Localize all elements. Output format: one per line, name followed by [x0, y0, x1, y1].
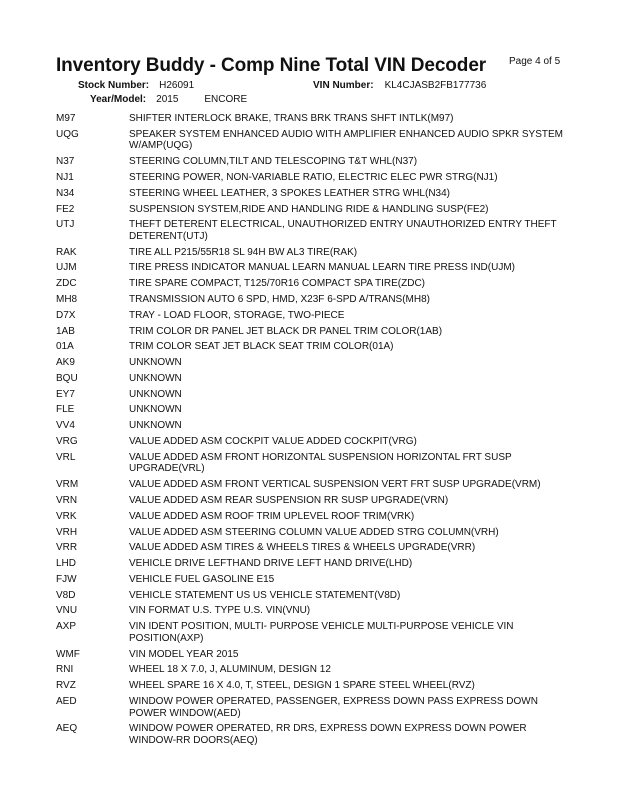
option-description: TRIM COLOR SEAT JET BLACK SEAT TRIM COLOR(01A): [129, 341, 394, 353]
option-row: [56, 495, 566, 507]
option-code: RAK: [56, 246, 77, 258]
option-code: AEQ: [56, 723, 78, 735]
option-code: VRL: [56, 451, 76, 463]
option-description: WHEEL SPARE 16 X 4.0, T, STEEL, DESIGN 1 SPARE STEEL WHEEL(RVZ): [129, 680, 475, 692]
option-row: [56, 310, 566, 322]
option-code: N37: [56, 156, 75, 168]
option-code: 01A: [56, 341, 74, 353]
option-code: 1AB: [56, 325, 75, 337]
option-description: WHEEL 18 X 7.0, J, ALUMINUM, DESIGN 12: [129, 664, 331, 676]
option-row: [56, 188, 566, 200]
option-code: FJW: [56, 573, 77, 585]
option-code: VRH: [56, 526, 78, 538]
option-description: WINDOW POWER OPERATED, PASSENGER, EXPRESS DOWN PASS EXPRESS DOWN POWER WINDOW(AED): [129, 695, 538, 719]
option-row: [56, 527, 566, 539]
option-row: [56, 404, 566, 416]
option-row: [56, 262, 566, 274]
option-description: TRAY - LOAD FLOOR, STORAGE, TWO-PIECE: [129, 309, 345, 321]
option-code: VNU: [56, 605, 78, 617]
option-code: UTJ: [56, 219, 75, 231]
option-description: THEFT DETERENT ELECTRICAL, UNAUTHORIZED ENTRY UNAUTHORIZED ENTRY THEFT DETERENT(UTJ): [129, 219, 557, 242]
option-row: [56, 373, 566, 385]
option-description: STEERING WHEEL LEATHER, 3 SPOKES LEATHER STRG WHL(N34): [129, 187, 450, 199]
option-description: VIN MODEL YEAR 2015: [129, 648, 239, 660]
option-row: [56, 542, 566, 554]
option-code: FE2: [56, 203, 75, 215]
option-code: VRG: [56, 436, 78, 448]
option-description: VEHICLE DRIVE LEFTHAND DRIVE LEFT HAND DRIVE(LHD): [129, 558, 413, 570]
option-description: VALUE ADDED ASM REAR SUSPENSION RR SUSP UPGRADE(VRN): [129, 494, 449, 506]
option-code: ZDC: [56, 278, 77, 290]
option-row: [56, 294, 566, 306]
option-row: [56, 129, 566, 152]
option-description: VALUE ADDED ASM COCKPIT VALUE ADDED COCKPIT(VRG): [129, 436, 417, 448]
option-code: WMF: [56, 648, 80, 660]
page-number: Page 4 of 5: [509, 56, 561, 67]
option-row: [56, 278, 566, 290]
stock-number: [78, 80, 194, 91]
year-model: [90, 94, 247, 105]
option-description: VALUE ADDED ASM FRONT VERTICAL SUSPENSION VERT FRT SUSP UPGRADE(VRM): [129, 479, 541, 491]
option-code: VRM: [56, 479, 79, 491]
option-row: [56, 574, 566, 586]
option-description: VALUE ADDED ASM ROOF TRIM UPLEVEL ROOF TRIM(VRK): [129, 510, 415, 522]
option-description: VEHICLE STATEMENT US US VEHICLE STATEMENT(V8D): [129, 589, 401, 601]
option-row: [56, 436, 566, 448]
option-code: RVZ: [56, 680, 76, 692]
option-code: UQG: [56, 128, 79, 140]
option-row: [56, 204, 566, 216]
option-code: N34: [56, 187, 75, 199]
option-code: D7X: [56, 309, 76, 321]
option-row: [56, 172, 566, 184]
stock-number-value: H26091: [159, 80, 195, 91]
option-row: [56, 590, 566, 602]
option-description: VALUE ADDED ASM STEERING COLUMN VALUE ADDED STRG COLUMN(VRH): [129, 526, 499, 538]
option-description: TIRE ALL P215/55R18 SL 94H BW AL3 TIRE(RAK): [129, 246, 358, 258]
vin-number: [313, 80, 486, 91]
option-description: UNKNOWN: [129, 404, 182, 416]
option-description: UNKNOWN: [129, 420, 182, 432]
year-value: 2015: [156, 94, 179, 105]
option-code: EY7: [56, 388, 75, 400]
option-row: [56, 326, 566, 338]
option-description: TIRE SPARE COMPACT, T125/70R16 COMPACT SPA TIRE(ZDC): [129, 278, 425, 290]
option-code-list: [56, 113, 566, 751]
option-code: LHD: [56, 558, 77, 570]
option-code: NJ1: [56, 171, 74, 183]
option-row: [56, 357, 566, 369]
option-description: UNKNOWN: [129, 388, 182, 400]
option-code: M97: [56, 113, 76, 124]
option-row: [56, 558, 566, 570]
option-description: STEERING COLUMN,TILT AND TELESCOPING T&T WHL(N37): [129, 156, 418, 168]
option-code: AK9: [56, 357, 75, 369]
option-description: VALUE ADDED ASM TIRES & WHEELS TIRES & WHEELS UPGRADE(VRR): [129, 542, 476, 554]
option-code: RNI: [56, 664, 74, 676]
option-row: [56, 511, 566, 523]
option-description: SHIFTER INTERLOCK BRAKE, TRANS BRK TRANS SHFT INTLK(M97): [129, 113, 454, 124]
page-title: Inventory Buddy - Comp Nine Total VIN Decoder: [56, 55, 487, 76]
option-row: [56, 156, 566, 168]
option-code: MH8: [56, 294, 78, 305]
option-row: [56, 420, 566, 432]
option-description: VEHICLE FUEL GASOLINE E15: [129, 573, 275, 585]
option-description: UNKNOWN: [129, 372, 182, 384]
option-row: [56, 649, 566, 661]
option-row: [56, 452, 566, 475]
option-code: AED: [56, 695, 77, 707]
option-description: TIRE PRESS INDICATOR MANUAL LEARN MANUAL LEARN TIRE PRESS IND(UJM): [129, 262, 515, 274]
option-row: [56, 605, 566, 617]
option-description: WINDOW POWER OPERATED, RR DRS, EXPRESS DOWN EXPRESS DOWN POWER WINDOW-RR DOORS(AEQ): [129, 723, 527, 746]
option-row: [56, 341, 566, 353]
option-code: VRN: [56, 494, 78, 506]
option-code: UJM: [56, 262, 77, 274]
option-description: VALUE ADDED ASM FRONT HORIZONTAL SUSPENSION HORIZONTAL FRT SUSP UPGRADE(VRL): [129, 451, 512, 475]
option-description: SPEAKER SYSTEM ENHANCED AUDIO WITH AMPLIFIER ENHANCED AUDIO SPKR SYSTEM W/AMP(UQG): [129, 128, 563, 152]
year-model-label: Year/Model:: [90, 94, 147, 105]
option-row: [56, 723, 566, 746]
option-description: STEERING POWER, NON-VARIABLE RATIO, ELECTRIC ELEC PWR STRG(NJ1): [129, 171, 498, 183]
option-row: [56, 113, 566, 125]
vin-number-value: KL4CJASB2FB177736: [384, 80, 487, 91]
option-row: [56, 247, 566, 259]
option-row: [56, 389, 566, 401]
option-description: UNKNOWN: [129, 357, 182, 369]
option-code: VRR: [56, 542, 78, 554]
option-row: [56, 696, 566, 719]
option-code: FLE: [56, 404, 75, 416]
stock-number-label: Stock Number:: [78, 80, 150, 91]
option-description: TRANSMISSION AUTO 6 SPD, HMD, X23F 6-SPD A/TRANS(MH8): [129, 294, 430, 305]
option-row: [56, 219, 566, 242]
option-row: [56, 621, 566, 644]
option-description: VIN IDENT POSITION, MULTI- PURPOSE VEHICLE MULTI-PURPOSE VEHICLE VIN POSITION(AXP): [129, 621, 514, 644]
vin-number-label: VIN Number:: [313, 80, 374, 91]
option-description: VIN FORMAT U.S. TYPE U.S. VIN(VNU): [129, 605, 311, 617]
option-row: [56, 680, 566, 692]
option-row: [56, 479, 566, 491]
model-value: ENCORE: [204, 94, 248, 105]
option-code: VRK: [56, 510, 77, 522]
option-code: VV4: [56, 420, 75, 432]
option-code: BQU: [56, 372, 78, 384]
option-description: SUSPENSION SYSTEM,RIDE AND HANDLING RIDE & HANDLING SUSP(FE2): [129, 203, 489, 215]
option-row: [56, 664, 566, 676]
option-code: V8D: [56, 589, 76, 601]
option-description: TRIM COLOR DR PANEL JET BLACK DR PANEL TRIM COLOR(1AB): [129, 325, 443, 337]
option-code: AXP: [56, 621, 77, 633]
